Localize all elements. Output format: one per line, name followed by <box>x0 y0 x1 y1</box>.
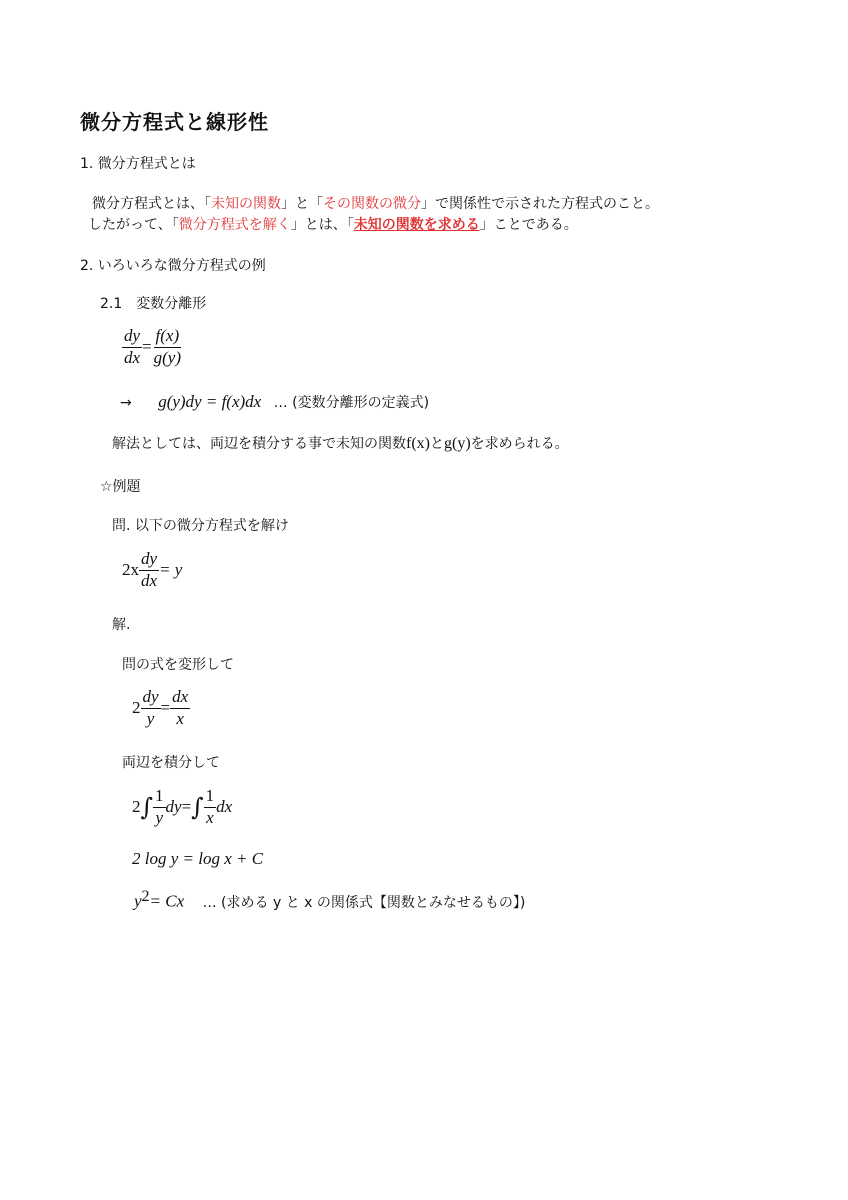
differential: dy <box>165 797 182 817</box>
text: 」で関係性で示された方程式のこと。 <box>421 196 659 212</box>
denominator: dx <box>141 570 158 590</box>
numerator: f(x) <box>154 327 182 348</box>
definition-line-1 <box>92 193 659 213</box>
equation-expr: g(y)dy = f(x)dx <box>158 392 262 411</box>
equation-note: … (変数分離形の定義式) <box>273 395 430 411</box>
answer-label: 解. <box>112 617 131 633</box>
equation-log: 2 log y = log x + C <box>132 849 264 868</box>
text: を求められる。 <box>470 436 569 452</box>
gy: g(y) <box>443 435 471 452</box>
integral-icon: ∫ <box>140 793 154 822</box>
fraction-1-y <box>153 787 166 827</box>
method-text <box>112 433 569 453</box>
example-heading: ☆例題 <box>100 479 141 495</box>
equation-result <box>134 888 525 912</box>
numerator: dy <box>141 688 161 709</box>
highlight-derivative: その関数の微分 <box>323 196 421 212</box>
equation-transformed <box>132 688 190 728</box>
text: 」ことである。 <box>479 217 578 233</box>
text: 」とは、「 <box>290 217 354 233</box>
numerator: dy <box>122 327 142 348</box>
text: と <box>429 436 444 452</box>
highlight-find-unknown: 未知の関数を求める <box>353 217 480 233</box>
integral-icon: ∫ <box>191 793 204 822</box>
numerator: dx <box>170 688 190 709</box>
subsection-heading: 2.1 変数分離形 <box>100 296 207 312</box>
fraction-f-g <box>152 327 183 367</box>
text: 微分方程式とは、「 <box>92 196 211 212</box>
page-title: 微分方程式と線形性 <box>80 110 269 134</box>
coefficient: 2 <box>132 797 141 817</box>
fraction-dx-x <box>170 688 190 728</box>
step-transform: 問の式を変形して <box>122 657 234 673</box>
exponent: 2 <box>141 888 150 905</box>
differential: dx <box>216 797 233 817</box>
step-integrate: 両辺を積分して <box>122 755 220 771</box>
equals: = <box>181 797 192 817</box>
fraction-dy-dx <box>122 327 142 367</box>
highlight-solve: 微分方程式を解く <box>178 217 291 233</box>
denominator: x <box>206 807 214 827</box>
highlight-unknown-function: 未知の関数 <box>211 196 281 212</box>
denominator: g(y) <box>153 347 182 367</box>
question-equation <box>122 550 182 590</box>
lhs: y <box>134 891 142 911</box>
fraction-dy-y <box>141 688 161 728</box>
arrow-icon: → <box>120 395 132 411</box>
text: したがって、「 <box>88 217 179 233</box>
denominator: y <box>146 708 155 728</box>
rhs: = Cx <box>149 891 185 911</box>
denominator: dx <box>124 347 141 367</box>
equation-note: … (求める y と x の関係式【関数とみなせるもの】) <box>202 894 526 911</box>
text: 」と「 <box>281 196 323 212</box>
definition-line-2 <box>88 214 578 234</box>
coefficient: 2 <box>132 698 141 718</box>
numerator: dy <box>139 550 159 571</box>
text: 解法としては、両辺を積分する事で未知の関数 <box>112 436 406 452</box>
rhs: = y <box>159 560 183 580</box>
denominator: y <box>155 807 164 827</box>
fraction-1-x <box>204 787 217 827</box>
fraction-dy-dx <box>139 550 159 590</box>
section-2-heading: 2. いろいろな微分方程式の例 <box>80 258 266 274</box>
section-1-heading: 1. 微分方程式とは <box>80 156 196 172</box>
equation-separable <box>122 327 183 367</box>
fx: f(x) <box>406 435 430 452</box>
equals: = <box>160 698 171 718</box>
equation-definition <box>120 392 429 412</box>
equation-integrated <box>132 787 232 827</box>
question-text: 問. 以下の微分方程式を解け <box>112 518 289 534</box>
numerator: 1 <box>204 787 217 808</box>
coefficient: 2x <box>122 560 139 580</box>
equals: = <box>142 337 152 357</box>
numerator: 1 <box>153 787 166 808</box>
denominator: x <box>176 708 184 728</box>
